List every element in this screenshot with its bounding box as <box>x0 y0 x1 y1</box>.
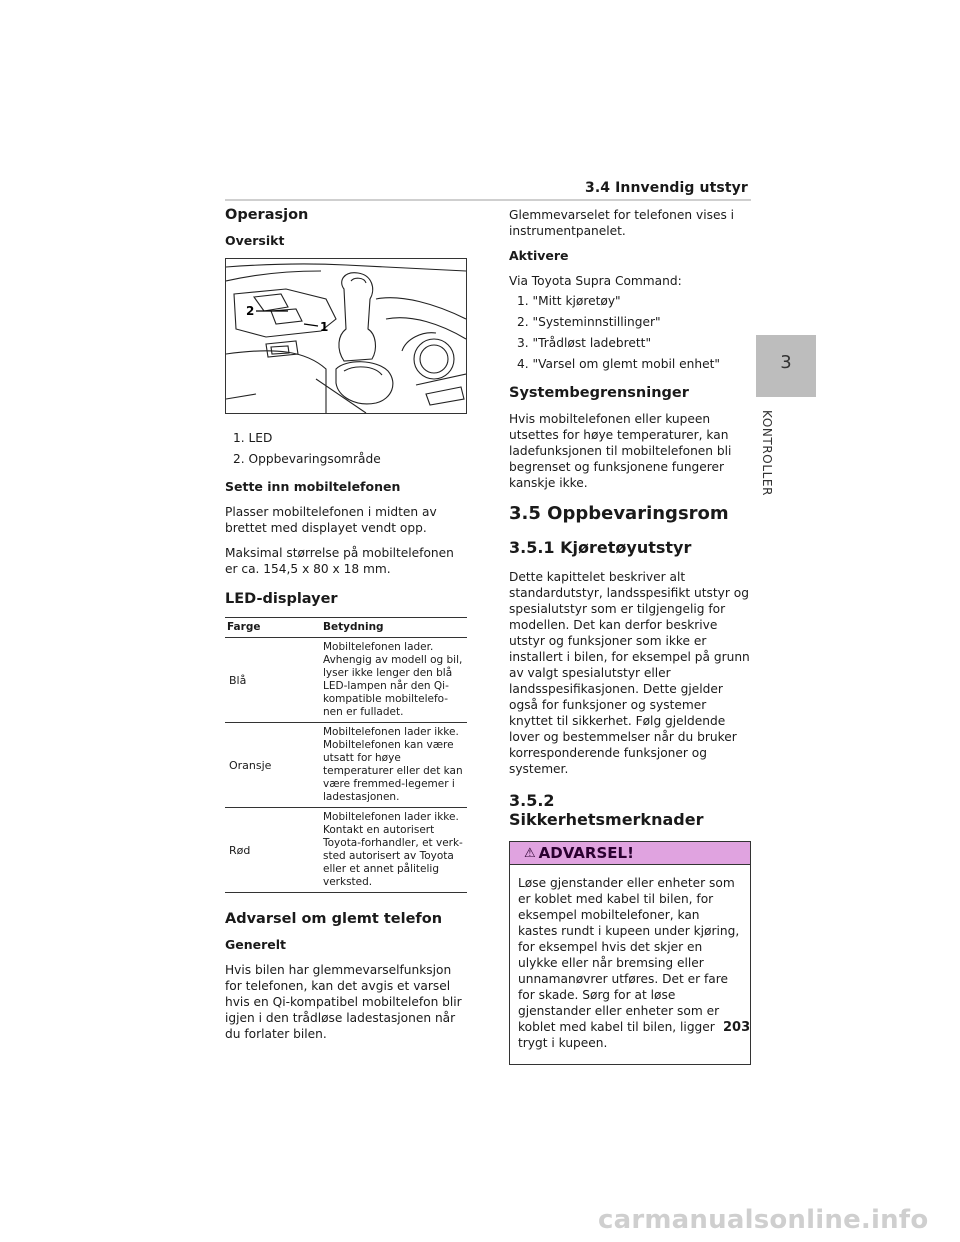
figure-label-2: 2 <box>246 304 255 318</box>
heading-advarsel-glemt-telefon: Advarsel om glemt telefon <box>225 911 443 927</box>
paragraph-sette-inn-2: Maksimal størrelse på mobiltelefonen er ca. 154,5 x 80 x 18 mm. <box>225 546 454 576</box>
paragraph-glemmevarsel: Glemmevarselet for telefonen vises i instrumentpanelet. <box>509 208 735 238</box>
page-number: 203 <box>723 1020 751 1035</box>
step-item: 4. "Varsel om glemt mobil enhet" <box>517 357 720 371</box>
legend-item: 2. Oppbevaringsområde <box>233 452 381 466</box>
heading-kjoretoyutstyr: 3.5.1 Kjøretøyutstyr <box>509 538 692 557</box>
table-header-farge: Farge <box>225 618 321 638</box>
heading-sikkerhetsmerknader: 3.5.2 Sikkerhetsmerknader <box>509 791 704 829</box>
paragraph-kjoretoyutstyr: Dette kapittelet beskriver alt standardutstyr, landsspesifikt utstyr og spesialutstyr som er tilgjengelig for modellen. Det kan derfor beskrive utstyr og funksjoner som ikke er installert i bilen, for eksempel på grunn av valgt spesialutstyr eller landsspesifikasjonen. Dette gjelder også for funksjoner og systemer knyttet til sikkerhet. Følg gjeldende lover og bestemmelser når du bruker korresponderende funksjoner og systemer. <box>509 570 750 776</box>
table-cell-color: Blå <box>225 638 321 723</box>
heading-systembegrensninger: Systembegrensninger <box>509 385 689 401</box>
activation-steps <box>509 291 751 375</box>
step-item: 2. "Systeminnstillinger" <box>517 315 661 329</box>
watermark: carmanualsonline.info <box>598 1205 929 1235</box>
paragraph-sette-inn-1: Plasser mobiltelefonen i midten av brettet med displayet vendt opp. <box>225 505 437 535</box>
heading-led-displayer: LED-displayer <box>225 591 338 607</box>
right-column <box>509 207 751 1065</box>
figure-label-1: 1 <box>320 320 329 334</box>
chapter-name-vertical <box>760 410 790 530</box>
table-cell-color: Rød <box>225 808 321 893</box>
step-item: 3. "Trådløst ladebrett" <box>517 336 652 350</box>
chapter-name: KONTROLLER <box>760 410 774 497</box>
paragraph-via-command: Via Toyota Supra Command: <box>509 274 682 288</box>
header-divider <box>225 199 751 201</box>
step-item: 1. "Mitt kjøretøy" <box>517 294 621 308</box>
table-row <box>225 638 467 723</box>
warning-triangle-icon: ⚠ <box>524 845 536 861</box>
table-cell-color: Oransje <box>225 723 321 808</box>
heading-sette-inn: Sette inn mobiltelefonen <box>225 479 401 494</box>
heading-oversikt: Oversikt <box>225 233 285 248</box>
table-header-betydning: Betydning <box>321 618 467 638</box>
heading-generelt: Generelt <box>225 937 287 952</box>
table-row <box>225 808 467 893</box>
table-cell-meaning: Mobiltelefonen lader ikke. Mobiltelefonen kan være utsatt for høye temperaturer eller det kan være fremmed-legemer i ladestasjonen. <box>321 723 467 808</box>
table-header-row <box>225 618 467 638</box>
led-table <box>225 617 467 893</box>
chapter-number: 3 <box>780 352 792 373</box>
warning-box <box>509 841 751 1065</box>
figure-legend <box>225 428 467 470</box>
warning-header <box>510 842 750 865</box>
left-column <box>225 207 467 1051</box>
warning-text: Løse gjenstander eller enheter som er koblet med kabel til bilen, for eksempel mobiltelefoner, kan kastes rundt i kupeen under kjøring, for eksempel hvis det skjer en ulykke eller når bremsing eller unnamanøvrer utføres. Det er fare for skade. Sørg for at løse gjenstander eller enheter som er koblet med kabel til bilen, ligger trygt i kupeen. <box>518 876 740 1050</box>
console-drawing <box>226 259 466 413</box>
warning-body <box>510 865 750 1064</box>
table-cell-meaning: Mobiltelefonen lader. Avhengig av modell og bil, lyser ikke lenger den blå LED-lampen når den Qi-kompatible mobiltelefo-nen er fulladet. <box>321 638 467 723</box>
paragraph-systembegrensninger: Hvis mobiltelefonen eller kupeen utsettes for høye temperaturer, kan ladefunksjonen til mobiltelefonen bli begrenset og funksjonene fungerer kanskje ikke. <box>509 412 732 490</box>
paragraph-generelt: Hvis bilen har glemmevarselfunksjon for telefonen, kan det avgis et varsel hvis en Qi-kompatibel mobiltelefon blir igjen i den trådløse ladestasjonen når du forlater bilen. <box>225 963 462 1041</box>
heading-aktivere: Aktivere <box>509 248 569 263</box>
heading-oppbevaringsrom: 3.5 Oppbevaringsrom <box>509 503 729 524</box>
legend-item: 1. LED <box>233 431 273 445</box>
heading-operasjon: Operasjon <box>225 207 309 223</box>
table-row <box>225 723 467 808</box>
table-cell-meaning: Mobiltelefonen lader ikke. Kontakt en autorisert Toyota-forhandler, et verk-sted autorisert av Toyota eller et annet pålitelig verksted. <box>321 808 467 893</box>
console-illustration <box>225 258 467 414</box>
warning-title: ADVARSEL! <box>538 844 634 862</box>
header-section-title: 3.4 Innvendig utstyr <box>585 180 748 196</box>
